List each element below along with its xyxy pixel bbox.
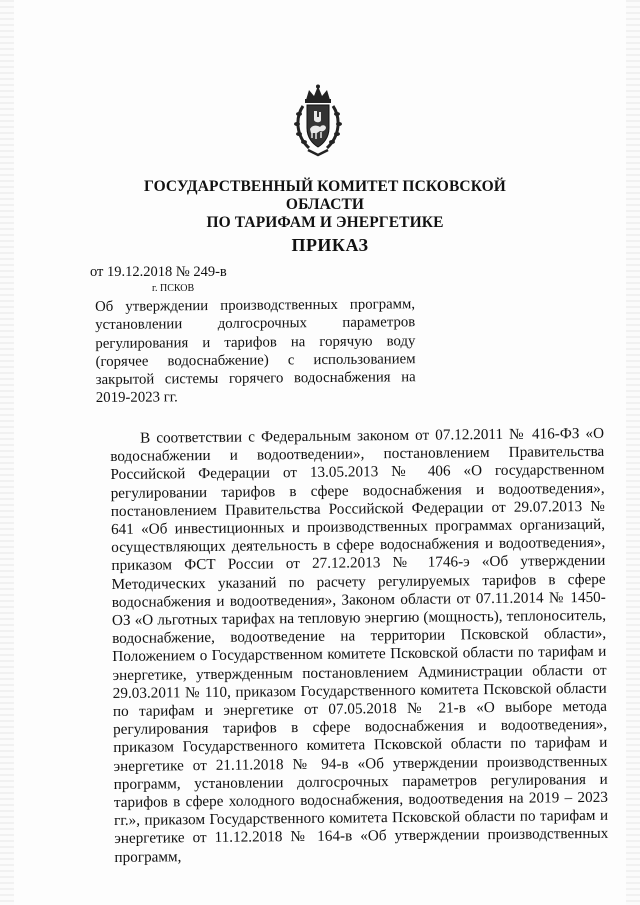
document-subject: Об утверждении производственных программ, установлении долгосрочных параметров регулирования и тарифов на горячую воду (горячее водоснабжение) с использованием закрытой системы горячего водоснабжения на 2019-2023 гг. <box>95 296 416 407</box>
organization-title-line2: ПО ТАРИФАМ И ЭНЕРГЕТИКЕ <box>206 214 444 231</box>
pskov-oblast-coat-of-arms-icon <box>293 84 343 158</box>
scan-edge-left <box>0 0 14 905</box>
document-type: ПРИКАЗ <box>291 235 369 255</box>
document-place: г. ПСКОВ <box>152 283 195 294</box>
scan-edge-right <box>626 0 640 905</box>
organization-title-line1: ГОСУДАРСТВЕННЫЙ КОМИТЕТ ПСКОВСКОЙ ОБЛАСТИ <box>144 178 506 213</box>
organization-title <box>110 178 540 232</box>
document-date-number: от 19.12.2018 № 249-в <box>90 264 227 280</box>
body-paragraph: В соответствии с Федеральным законом от 07.12.2011 № 416-ФЗ «О водоснабжении и водоотведении», постановлением Правительства Российской Федерации от 13.05.2013 № 406 «О государственном регулировании тарифов в сфере водоснабжения и водоотведения», постановлением Правительства Российской Федерации от 29.07.2013 № 641 «Об инвестиционных и производственных программах организаций, осуществляющих деятельность в сфере водоснабжения и водоотведения», приказом ФСТ России от 27.12.2013 № 1746-э «Об утверждении Методических указаний по расчету регулируемых тарифов в сфере водоснабжения и водоотведения», Законом области от 07.11.2014 № 1450-ОЗ «О льготных тарифах на тепловую энергию (мощность), теплоноситель, водоснабжение, водоотведение на территории Псковской области», Положением о Государственном комитете Псковской области по тарифам и энергетике, утвержденным постановлением Администрации области от 29.03.2011 № 110, приказом Государственного комитета Псковской области по тарифам и энергетике от 07.05.2018 № 21-в «О выборе метода регулирования тарифов в сфере водоснабжения и водоотведения», приказом Государственного комитета Псковской области по тарифам и энергетике от 21.11.2018 № 94-в «Об утверждении производственных программ, установлении долгосрочных параметров регулирования и тарифов в сфере холодного водоснабжения, водоотведения на 2019 – 2023 гг.», приказом Государственного комитета Псковской области по тарифам и энергетике от 11.12.2018 № 164-в «Об утверждении производственных программ, <box>110 424 609 866</box>
document-body <box>110 425 609 867</box>
